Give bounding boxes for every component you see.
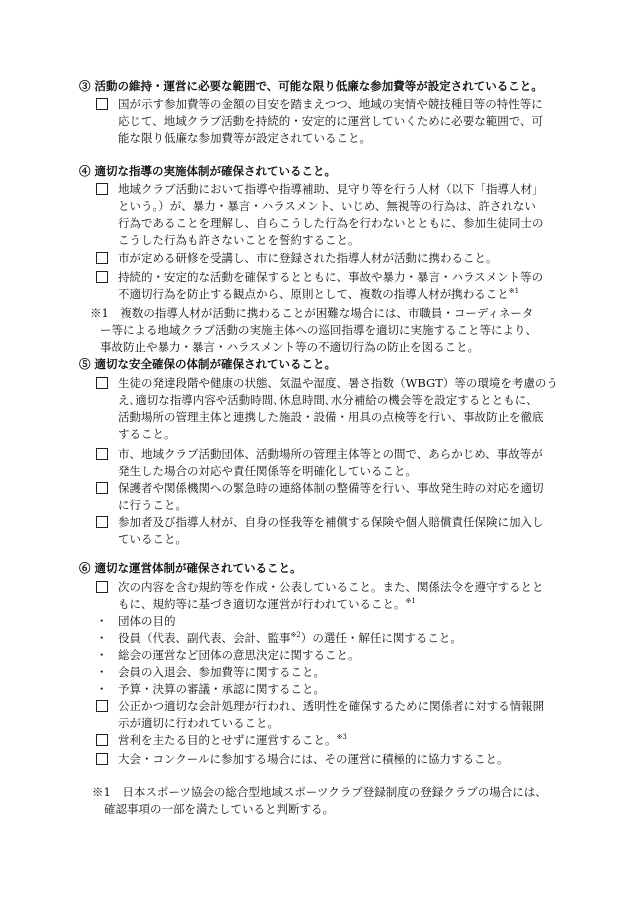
bullet-item-1: 団体の目的 xyxy=(118,614,176,628)
footnote-line-2: 確認事項の一部を満たしていると判断する。 xyxy=(104,802,334,816)
bullet-mark: ・ xyxy=(96,631,108,645)
checkbox-5-3[interactable] xyxy=(96,482,108,494)
item-4-2: 市が定める研修を受講し、市に登録された指導人材が活動に携わること。 xyxy=(118,251,498,265)
item-3-1: 国が示す参加費等の金額の目安を踏まえつつ、地域の実情や競技種目等の特性等に 応じて、地域クラブ活動を持続的・安定的に運営していくために必要な範囲で、可 能な限り低廉な参加費等が設定されていること。 xyxy=(118,97,544,145)
note-4-1-line-2: ー等による地域クラブ活動の実施主体への巡回指導を適切に実施すること等により、 xyxy=(100,323,537,337)
section-6-heading: ⑥ 適切な運営体制が確保されていること。 xyxy=(79,561,302,575)
item-6-3: 営利を主たる目的とせずに運営すること。$^{※3}$ xyxy=(118,733,347,747)
checkbox-5-1[interactable] xyxy=(96,377,108,389)
checkbox-4-1[interactable] xyxy=(96,183,108,195)
item-6-4: 大会・コンクールに参加する場合には、その運営に積極的に協力すること。 xyxy=(118,752,509,766)
checkbox-6-2[interactable] xyxy=(96,700,108,712)
item-5-2: 市、地域クラブ活動団体、活動場所の管理主体等との間で、あらかじめ、事故等が 発生した場合の対応や責任関係等を明確化していること。 xyxy=(118,447,543,478)
section-4-heading: ④ 適切な指導の実施体制が確保されていること。 xyxy=(79,164,337,178)
bullet-mark: ・ xyxy=(96,648,108,662)
footnote-ref: ※2 xyxy=(290,631,301,640)
checkbox-5-2[interactable] xyxy=(96,448,108,460)
bullet-mark: ・ xyxy=(96,614,108,628)
item-5-3: 保護者や関係機関への緊急時の連絡体制の整備等を行い、事故発生時の対応を適切 に行うこと。 xyxy=(118,481,544,512)
checkbox-6-1[interactable] xyxy=(96,581,108,593)
bullet-mark: ・ xyxy=(96,682,108,696)
section-3-heading: ③ 活動の維持・運営に必要な範囲で、可能な限り低廉な参加費等が設定されていること。 xyxy=(79,79,543,93)
item-6-1: 次の内容を含む規約等を作成・公表していること。また、関係法令を遵守するとと もに、規約等に基づき適切な運営が行われていること。$^{※1}$ xyxy=(118,580,544,611)
checkbox-6-3[interactable] xyxy=(96,734,108,746)
bullet-mark: ・ xyxy=(96,665,108,679)
footnote-line-1: ※1 日本スポーツ協会の総合型地域スポーツクラブ登録制度の登録クラブの場合には、 xyxy=(92,785,547,799)
item-4-3: 持続的・安定的な活動を確保するとともに、事故や暴力・暴言・ハラスメント等の 不適切行為を防止する観点から、原則として、複数の指導人材が携わること$^{※1}$ xyxy=(118,270,544,301)
bullet-item-5: 予算・決算の審議・承認に関すること。 xyxy=(118,682,325,696)
checkbox-4-2[interactable] xyxy=(96,252,108,264)
item-4-1: 地域クラブ活動において指導や指導補助、見守り等を行う人材（以下「指導人材」 という。）が、暴力・暴言・ハラスメント、いじめ、無視等の行為は、許されない 行為であることを理解し、自らこうした行為を行わないとともに、参加生徒同士の こうした行為も許さないことを誓約すること。 xyxy=(118,182,544,247)
checkbox-3-1[interactable] xyxy=(96,98,108,110)
note-4-1-line-1: ※1 複数の指導人材が活動に携わることが困難な場合には、市職員・コーディネータ xyxy=(90,306,534,320)
bullet-item-3: 総会の運営など団体の意思決定に関すること。 xyxy=(118,648,360,662)
item-5-4: 参加者及び指導人材が、自身の怪我等を補償する保険や個人賠償責任保険に加入し ていること。 xyxy=(118,515,544,546)
bullet-item-4: 会員の入退会、参加費等に関すること。 xyxy=(118,665,325,679)
note-4-1-line-3: 事故防止や暴力・暴言・ハラスメント等の不適切行為の防止を図ること。 xyxy=(100,340,480,354)
checkbox-4-3[interactable] xyxy=(96,271,108,283)
footnote-ref: ※1 xyxy=(508,287,520,296)
footnote-ref: ※3 xyxy=(336,733,347,742)
checkbox-5-4[interactable] xyxy=(96,516,108,528)
section-5-heading: ⑤ 適切な安全確保の体制が確保されていること。 xyxy=(79,357,337,371)
footnote-ref: ※1 xyxy=(405,597,416,606)
item-6-2: 公正かつ適切な会計処理が行われ、透明性を確保するために関係者に対する情報開 示が適切に行われていること。 xyxy=(118,699,545,730)
bullet-item-2: 役員（代表、副代表、会計、監事$^{※2}$）の選任・解任に関すること。 xyxy=(118,631,462,645)
checkbox-6-4[interactable] xyxy=(96,753,108,765)
item-5-1: 生徒の発達段階や健康の状態、気温や湿度、暑さ指数（WBGT）等の環境を考慮のう え､適切な指導内容や活動時間､休息時間､水分補給の機会等を設定するとともに、 活動場所の管理主体と連携した施設・設備・用具の点検等を行い、事故防止を徹底 すること。 xyxy=(118,376,558,441)
